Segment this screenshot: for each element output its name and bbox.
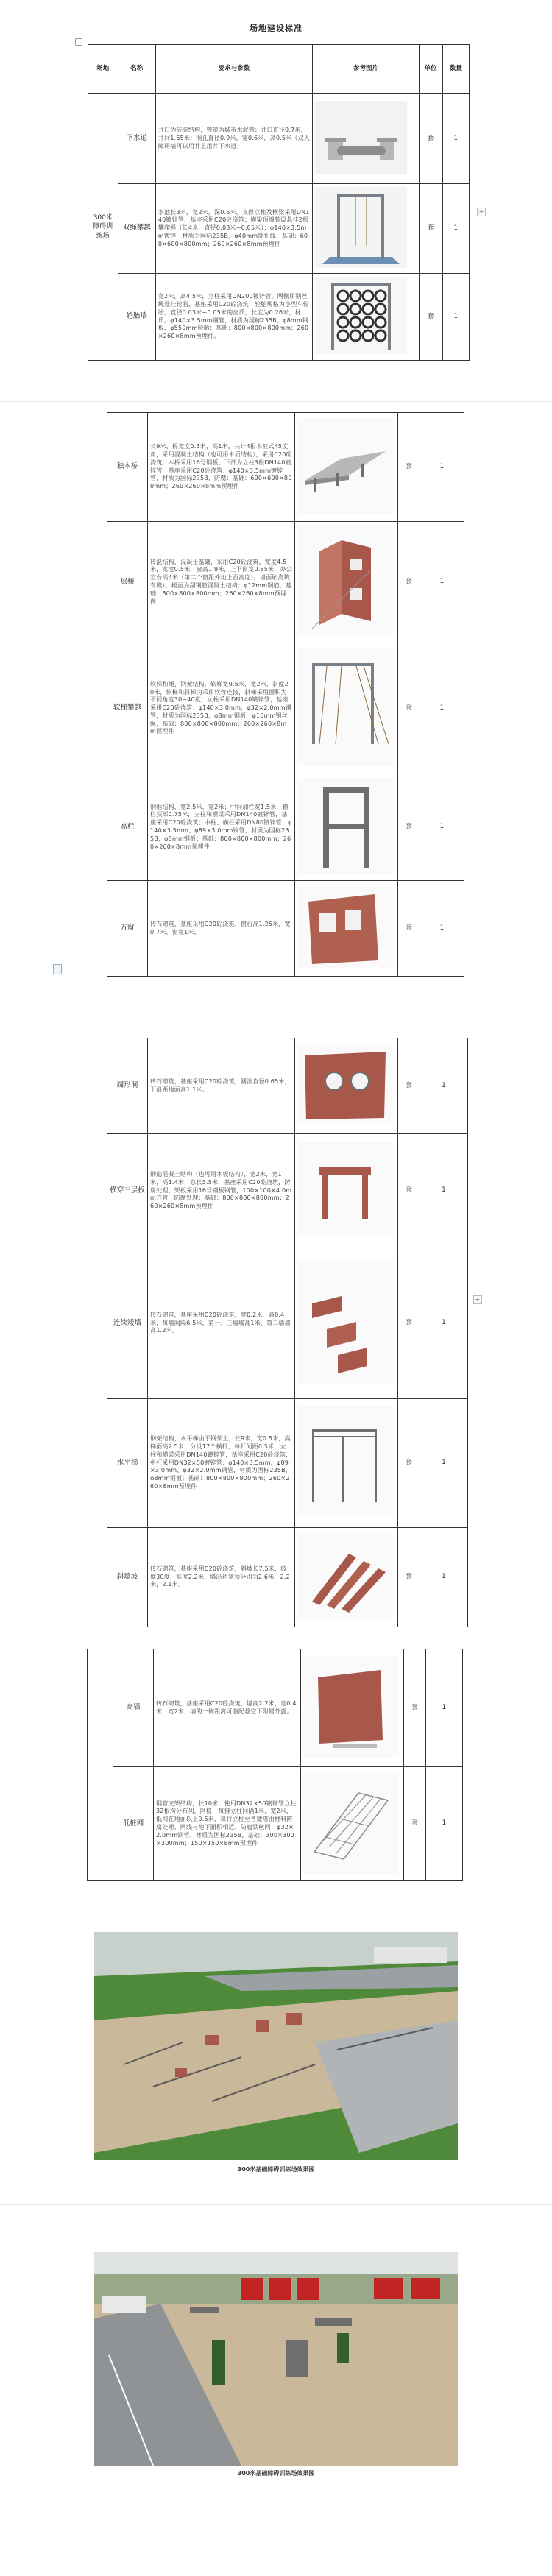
table-row	[107, 413, 464, 522]
item-unit: 套	[398, 413, 420, 522]
high-hurdle-image	[297, 778, 393, 874]
item-qty: 1	[442, 94, 469, 184]
item-requirements: 砖石砌筑，基座采用C20砼浇筑，斜坡长7.5米，坡度30度，高度2.2米，墙沿边宽须分别为2.6米，2.2米，2.1米。	[148, 1528, 295, 1627]
item-qty: 1	[420, 1399, 468, 1528]
item-image-cell	[295, 522, 398, 643]
tire-wall-image	[315, 277, 407, 354]
item-requirements: 砖石砌筑，基座采用C20砼浇筑，窗台高1.25米，宽0.7米，窗宽1米。	[148, 881, 295, 977]
aerial-render-image	[94, 1932, 458, 2160]
item-qty: 1	[420, 1134, 468, 1248]
item-unit: 套	[398, 1528, 420, 1627]
item-name: 下水道	[118, 94, 155, 184]
story-building-image	[297, 526, 393, 636]
item-qty: 1	[420, 1248, 468, 1399]
item-requirements: 钢框结构，宽2.5米，宽2米；中间加栏宽1.5米，横栏顶部0.75米，立柱和横梁采用DN140镀锌管，基座采用C20砼浇筑；中柱、横栏采用DN80镀锌管；φ140×3.5mm、φ89×3.0mm钢管，材质为国标235B，φ8mm钢板；基础：800×800×800mm；260×260×8mm预埋件	[148, 774, 295, 881]
square-window-image	[297, 887, 393, 968]
table-row	[107, 1248, 468, 1399]
item-unit: 套	[398, 1134, 420, 1248]
item-requirements: 钢筋混凝土结构（也可用木板结构），宽2米，宽1米，高1.4米，总长3.5米，基座采用C20砼浇筑，防腐处理，架板采用16号钢板钢管，100×100×4.0mm方管，防腐处理；基础：800×800×800mm；260×260×8mm预埋件	[148, 1134, 295, 1248]
item-qty: 1	[420, 1038, 468, 1134]
item-qty: 1	[420, 643, 464, 774]
table-row	[107, 774, 464, 881]
table-row	[88, 184, 470, 274]
item-name: 独木桥	[107, 413, 148, 522]
item-name: 横穿三层板	[107, 1134, 148, 1248]
header-quantity: 数量	[442, 45, 469, 94]
header-reference-image: 参考图片	[313, 45, 419, 94]
item-name: 层楼	[107, 522, 148, 643]
item-qty: 1	[442, 184, 469, 274]
table-row	[88, 1649, 463, 1767]
item-name: 水平梯	[107, 1399, 148, 1528]
item-requirements: 软梯和绳、钢架结构，软梯宽0.5米，宽2米，斜度20米，软梯和斜梯为采用软管连接，斜梯采用面积为不同角度30~40度，立柱采用DN140镀锌管，基座采用C20砼浇筑；φ140×3.0mm，φ32×2.0mm钢管，材质为国标235B，φ8mm钢板，φ10mm钢丝绳，基础：800×800×800mm；260×260×8mm预埋件	[148, 643, 295, 774]
spec-table-page4	[87, 1649, 463, 1881]
item-name: 低桩网	[113, 1767, 154, 1881]
item-image-cell	[295, 1248, 398, 1399]
item-qty: 1	[426, 1649, 463, 1767]
item-requirements: 钢架结构，水平梯由于钢架上，长9米，宽0.5米，高梯面高2.5米，分设17个横杆，每杆间距0.5米，立柱和横梁采用DN140镀锌管，基座采用C20砼浇筑，中杆采用DN32×50镀锌管；φ140×3.5mm，φ89×3.0mm、φ32×2.0mm钢管，材质为国标235B，φ8mm钢板；基础：800×800×800mm；260×260×8mm预埋件	[148, 1399, 295, 1528]
item-unit: 套	[398, 1399, 420, 1528]
item-name: 软梯攀越	[107, 643, 148, 774]
page-separator	[0, 401, 552, 402]
item-image-cell	[295, 643, 398, 774]
item-unit: 套	[398, 774, 420, 881]
item-unit: 套	[398, 522, 420, 643]
item-qty: 1	[420, 1528, 468, 1627]
item-image-cell	[295, 881, 398, 977]
item-name: 轮胎墙	[118, 274, 155, 361]
item-image-cell	[313, 184, 419, 274]
table-row	[107, 522, 464, 643]
photo-caption: 300米基础障碍训练场效果图	[237, 2166, 315, 2173]
item-requirements: 长9米，桥宽度0.3米，高1米，共计4根木桩式45度角，采用混凝土结构（也可用木质结构），采用C20砼浇筑；木桥采用16号钢板，下部为立柱3根DN140镀锌管，基座采用C20砼浇筑；φ140×3.5mm镀锌管，材质为国标235B，防腐：基础：600×600×800mm；260×260×8mm预埋件	[148, 413, 295, 522]
item-image-cell	[313, 274, 419, 361]
item-qty: 1	[420, 774, 464, 881]
table-move-handle-icon[interactable]	[75, 38, 82, 46]
header-unit: 单位	[419, 45, 442, 94]
table-row	[88, 274, 470, 361]
three-layer-board-image	[297, 1142, 393, 1237]
item-image-cell	[295, 1134, 398, 1248]
page-separator	[0, 2204, 552, 2205]
item-requirements: 砖石砌筑，基座采用C20砼浇筑，圆洞直径0.65米，下沿距地面高1.1米。	[148, 1038, 295, 1134]
round-hole-wall-image	[297, 1044, 393, 1125]
item-unit: 套	[404, 1767, 426, 1881]
item-unit: 套	[398, 881, 420, 977]
document-title: 场地建设标准	[250, 24, 302, 33]
high-wall-image	[303, 1655, 399, 1758]
photo-caption: 300米基础障碍训练场效果图	[237, 2470, 315, 2477]
item-image-cell	[301, 1649, 404, 1767]
item-unit: 套	[419, 94, 442, 184]
item-image-cell	[295, 413, 398, 522]
item-requirements: 砖石砌筑，基座采用C20砼浇筑，墙高2.2米，宽0.4米，宽2米，墙的一侧距离可装配悬空下附属外露。	[154, 1649, 301, 1767]
item-qty: 1	[420, 413, 464, 522]
horizontal-ladder-image	[297, 1406, 393, 1517]
item-requirements: 井口为砖混结构，管道为城市水泥管；井口直径0.7米，井间1.65米；洞孔直径0.9米，宽0.6米，高0.5米（双人障碍墙可以用井上用井下水道）	[155, 94, 313, 184]
rope-climb-frame-image	[315, 187, 407, 268]
item-name: 斜墙坡	[107, 1528, 148, 1627]
table-row	[88, 1767, 463, 1881]
rope-ladder-image	[297, 648, 393, 766]
item-unit: 套	[419, 184, 442, 274]
header-site: 场地	[88, 45, 118, 94]
add-column-plus-icon[interactable]: +	[477, 208, 486, 216]
table-row	[107, 1134, 468, 1248]
item-image-cell	[295, 1038, 398, 1134]
ground-render-image	[94, 2252, 458, 2466]
item-image-cell	[295, 1528, 398, 1627]
table-row	[107, 643, 464, 774]
header-name: 名称	[118, 45, 155, 94]
table-row	[107, 1399, 468, 1528]
continuous-low-walls-image	[297, 1259, 393, 1384]
item-requirements: 砖石砌筑，基座采用C20砼浇筑，宽0.2米，高0.4米，每墙间隔6.5米，第一、三墙墙高1米，第二墙墙高1.2米。	[148, 1248, 295, 1399]
slope-wall-image	[297, 1532, 393, 1620]
item-unit: 套	[398, 1038, 420, 1134]
sewer-pipe-image	[315, 101, 407, 174]
item-image-cell	[313, 94, 419, 184]
item-name: 圆形洞	[107, 1038, 148, 1134]
spec-table-page3	[107, 1038, 468, 1627]
item-name: 双绳攀越	[118, 184, 155, 274]
item-name: 连续矮墙	[107, 1248, 148, 1399]
item-unit: 套	[404, 1649, 426, 1767]
site-300m-cell: 300米障碍训练场	[88, 94, 118, 361]
item-qty: 1	[420, 881, 464, 977]
item-name: 高墙	[113, 1649, 154, 1767]
add-column-plus-icon[interactable]: +	[473, 1295, 482, 1304]
blank-site-cell	[88, 1649, 113, 1881]
item-qty: 1	[442, 274, 469, 361]
doc-margin-icon[interactable]	[53, 964, 62, 974]
item-image-cell	[295, 774, 398, 881]
item-unit: 套	[398, 1248, 420, 1399]
item-image-cell	[295, 1399, 398, 1528]
low-pile-net-image	[303, 1771, 399, 1874]
table-row	[88, 94, 470, 184]
table-row	[107, 1528, 468, 1627]
item-qty: 1	[420, 522, 464, 643]
item-qty: 1	[426, 1767, 463, 1881]
table-row	[107, 1038, 468, 1134]
item-unit: 套	[419, 274, 442, 361]
table-header-row	[88, 45, 470, 94]
item-name: 方窗	[107, 881, 148, 977]
balance-beam-image	[297, 418, 393, 514]
table-row	[107, 881, 464, 977]
item-image-cell	[301, 1767, 404, 1881]
item-requirements: 砖混结构，混凝土基础，采用C20砼浇筑，宽度4.5米，宽度0.5米，窗高1.9米，上下窗宽0.85米，办公室台高4米（第二个窗距外地上面高度），墙面刷浇筑有膜），楼面为刮钢筋混凝土结构；φ12mm钢筋，基础：800×800×800mm；260×260×8mm预埋件	[148, 522, 295, 643]
header-requirements: 要求与参数	[155, 45, 313, 94]
item-name: 高栏	[107, 774, 148, 881]
spec-table-page1	[88, 44, 470, 361]
spec-table-page2	[107, 412, 464, 977]
item-requirements: 钢管支架结构，长10米，使用DN32×50镀锌管立柱32根均分布列，网格，每排立柱间隔1米，宽2米，低网在地面以上0.6米，每行立柱至各矮塔由材料防腐处理，网线与地下面积相近，防腐铁丝网；φ32×2.0mm钢管，材质为国标235B，基础：300×300×300mm；150×150×8mm预埋件	[154, 1767, 301, 1881]
item-unit: 套	[398, 643, 420, 774]
item-requirements: 宽2米，高4.5米，立柱采用DN200镀锌管，两侧用钢丝绳悬挂轮胎，基座采用C20砼浇筑；轮胎规格为小型车轮胎，直径0.03米~0.05米的皮质，长度为0.26米，材质。φ140×3.5mm钢管，材质为国标235B，φ8mm钢板，φ550mm轮胎；基础：800×800×800mm；260×260×8mm预埋件。	[155, 274, 313, 361]
item-requirements: 水池长3米，宽2米，深0.5米，支撑立柱及横梁采用DN140镀锌管，基座采用C20砼浇筑；横梁顶端装设悬挂2根攀爬绳（长4米，直径0.03米~0.05米）；φ140×3.5mm镀锌，材质为国标235B，φ40mm绑扎线；基础：600×600×800mm；260×260×8mm预埋件	[155, 184, 313, 274]
